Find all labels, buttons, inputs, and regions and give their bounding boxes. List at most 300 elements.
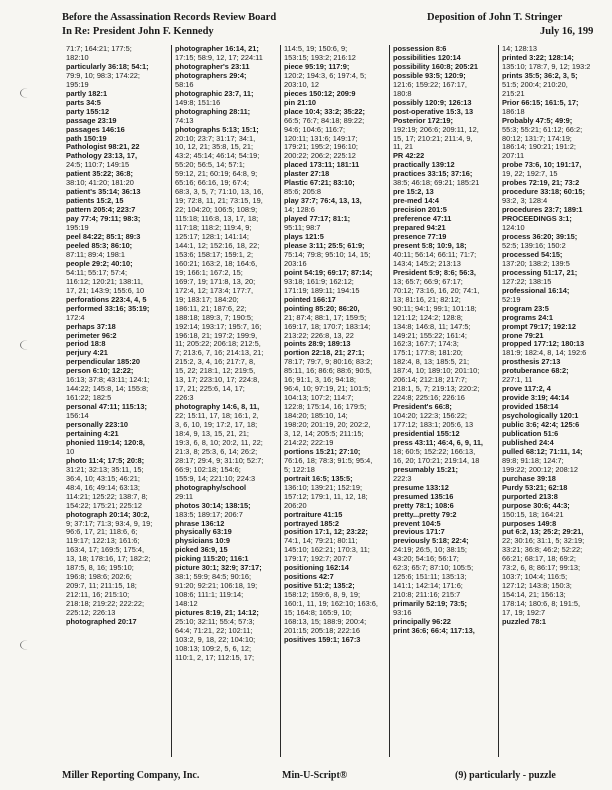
index-entry-continuation: 96:6, 17, 21; 118:6, 6; — [66, 527, 138, 537]
index-entry-continuation: 22; 30:16; 31:1, 5; 32:19; — [502, 536, 585, 546]
index-entry-continuation: 3, 12, 14; 205:5; 211:15; — [284, 428, 364, 438]
index-entry: prevent 104:5 — [393, 518, 441, 528]
index-entry-continuation: 184:20; 185:10, 14; — [284, 411, 348, 421]
index-entry: picking 115:20; 116:1 — [175, 554, 249, 564]
index-entry: photographer 16:14, 21; — [175, 45, 259, 53]
index-entry: provide 3:19; 44:14 — [502, 393, 569, 403]
index-entry-continuation: 5; 122:18 — [284, 464, 315, 474]
index-entry-continuation: 38:5; 46:18; 69:21; 185:21 — [393, 178, 480, 188]
index-entry: presumably 15:21; — [393, 464, 458, 474]
index-entry-continuation: 125:17; 128:1; 141:14; — [175, 232, 249, 242]
index-entry: procedures 23:7; 189:1 — [502, 205, 583, 215]
index-entry-continuation: 13, 17; 223:10, 17; 224:8, — [175, 375, 260, 385]
index-entry: performed 33:16; 35:19; — [66, 303, 150, 313]
index-entry-continuation: 222:3 — [393, 473, 412, 483]
index-entry-continuation: 171:19; 189:11; 194:15 — [284, 285, 360, 295]
index-entry: positive 51:2; 135:2; — [284, 581, 355, 591]
index-entry-continuation: 55:20; 56:5, 14; 57:1; — [175, 160, 245, 170]
index-entry-continuation: 127:12; 143:8; 150:3; — [502, 581, 572, 591]
index-entry-continuation: 66:5; 76:7; 84:18; 89:22; — [284, 115, 365, 125]
index-entry: practically 139:12 — [393, 160, 455, 170]
index-entry-continuation: 89:8; 91:18; 124:7; — [502, 455, 564, 465]
index-entry: photographers 29:4; — [175, 70, 247, 80]
index-entry-continuation: 163:4, 17; 169:5; 175:4, — [66, 545, 145, 555]
index-entry-continuation: 96:4, 10; 97:19, 21; 101:5; — [284, 384, 371, 394]
index-entry: pulled 68:12; 71:11, 14; — [502, 446, 583, 456]
index-entry-continuation: 24:5; 110:7; 149:15 — [66, 160, 130, 170]
index-entry: please 3:11; 25:5; 61:9; — [284, 240, 365, 250]
index-entry-continuation: 121:6; 159:22; 167:17, — [393, 79, 467, 89]
index-entry-continuation: 182:10 — [66, 52, 89, 62]
index-entry-continuation: 186:18 — [502, 106, 525, 116]
index-entry: President 5:9; 8:6; 56:3, — [393, 267, 476, 277]
index-entry-continuation: 7; 213:6, 7, 16; 214:13, 21; — [175, 348, 264, 358]
index-entry: portraiture 41:15 — [284, 509, 343, 519]
index-entry-continuation: 149:8; 151:16 — [175, 97, 221, 107]
index-entry-continuation: 119:17; 122:13; 161:6; — [66, 536, 140, 546]
index-entry-continuation: 149:21; 155:22; 161:4; — [393, 330, 467, 340]
index-entry: points 28:9; 189:13 — [284, 339, 351, 349]
index-entry: presume 133:12 — [393, 482, 449, 492]
index-entry: phonied 119:14; 120:8, — [66, 437, 145, 447]
index-entry-continuation: 203:16 — [284, 258, 307, 268]
index-entry: positions 42:7 — [284, 572, 334, 582]
index-entry-continuation: 73:2, 6, 8; 86:17; 99:13; — [502, 563, 581, 573]
index-entry-continuation: 206:14; 212:18; 217:7; — [393, 375, 467, 385]
index-entry: precision 201:5 — [393, 205, 447, 215]
index-entry: prepared 94:21 — [393, 223, 446, 233]
index-entry: party 155:12 — [66, 106, 110, 116]
index-entry-continuation: 114:21; 125:22; 138:7, 8; — [66, 491, 148, 501]
index-entry-continuation: 94:6; 104:6; 116:7; — [284, 124, 346, 134]
index-entry: presidential 155:12 — [393, 428, 460, 438]
index-entry: photographing 28:11; — [175, 106, 251, 116]
index-entry-continuation: 214:22; 222:19 — [284, 437, 334, 447]
index-entry: perimeter 96:2 — [66, 330, 117, 340]
index-entry-continuation: 93:16 — [393, 608, 412, 618]
index-entry: purported 213:8 — [502, 491, 558, 501]
index-entry-continuation: 215:2, 3, 4, 16; 217:7, 8, — [175, 357, 256, 367]
index-entry: pointed 166:17 — [284, 294, 336, 304]
index-entry: personal 47:11; 115:13; — [66, 402, 147, 412]
index-entry-continuation: 104:20; 122:3; 156:22; — [393, 411, 467, 421]
index-column-3 — [284, 45, 388, 757]
index-entry-continuation: 90:11; 94:1; 99:1; 101:18; — [393, 303, 477, 313]
index-entry-continuation: 52:19 — [502, 294, 521, 304]
index-entry-continuation: 195:19 — [66, 79, 89, 89]
index-entry-continuation: 227:1, 11 — [502, 375, 533, 385]
index-entry-continuation: 3, 6, 10, 19; 17:2, 17, 18; — [175, 420, 258, 430]
index-entry-continuation: 226:3 — [175, 393, 194, 403]
index-entry: psychologically 120:1 — [502, 411, 579, 421]
index-entry-continuation: 76:16, 18; 78:3; 91:5; 95:4, — [284, 455, 373, 465]
index-entry-continuation: 18; 60:5; 152:22; 166:13, — [393, 446, 476, 456]
index-entry-continuation: 93:18; 161:9; 162:12; — [284, 276, 354, 286]
index-entry: preference 47:11 — [393, 214, 452, 224]
index-entry-continuation: 136:10; 139:21; 152:19; — [284, 482, 363, 492]
index-entry: point 54:19; 69:17; 87:14; — [284, 267, 373, 277]
index-entry-continuation: 178:14; 180:6, 8; 191:5, — [502, 599, 581, 609]
index-entry-continuation: 192:19; 206:6; 209:11, 12, — [393, 124, 479, 134]
index-entry: portion 22:18, 21; 27:1; — [284, 348, 365, 358]
footer-reporting-company: Miller Reporting Company, Inc. — [62, 770, 200, 781]
index-column-2 — [175, 45, 279, 757]
index-entry-continuation: 196:18, 21; 197:2; 199:9, — [175, 330, 258, 340]
index-entry-continuation: 28:17; 29:4, 9; 31:10; 52:7; — [175, 455, 264, 465]
index-entry-continuation: 179:21; 195:2; 196:10; — [284, 142, 358, 152]
index-entry-continuation: 10, 12, 21; 35:8, 15, 21; — [175, 142, 254, 152]
index-entry-continuation: 207:11 — [502, 151, 525, 161]
index-entry-continuation: 85:6; 205:8 — [284, 187, 321, 197]
index-entry: perhaps 37:18 — [66, 321, 116, 331]
index-entry-continuation: 154:22; 175:21; 225:12 — [66, 500, 143, 510]
index-entry: perpendicular 185:20 — [66, 357, 140, 367]
index-entry-continuation: 13; 65:7; 66:9; 67:17; — [393, 276, 463, 286]
index-entry: press 43:11; 46:4, 6, 9, 11, — [393, 437, 483, 447]
index-entry: processed 54:15; — [502, 249, 563, 259]
header-case-title: Before the Assassination Records Review Board — [62, 12, 277, 23]
index-entry: professional 16:14; — [502, 285, 570, 295]
index-entry-continuation: 15, 17; 210:21; 211:4, 9, — [393, 133, 473, 143]
index-entry: parts 34:5 — [66, 97, 101, 107]
index-entry: pictures 8:19, 21; 14:12; — [175, 608, 259, 618]
index-entry: publication 51:6 — [502, 428, 559, 438]
index-entry: Pathology 23:13, 17, — [66, 151, 138, 161]
index-entry: personally 223:10 — [66, 420, 129, 430]
footer-format: Min-U-Script® — [282, 770, 348, 781]
index-entry: pre 15:2, 13 — [393, 187, 434, 197]
index-entry-continuation: 62:3; 65:7; 87:10; 105:5; — [393, 563, 474, 573]
index-entry-continuation: 206:20 — [284, 500, 307, 510]
index-entry-continuation: 127:22; 138:15 — [502, 276, 552, 286]
index-entry: possibility 160:8; 205:21 — [393, 61, 479, 71]
index-entry-continuation: 172:4, 12; 173:4; 177:7, — [175, 285, 254, 295]
index-entry-continuation: 66:21; 68:17, 18; 69:2; — [502, 554, 576, 564]
index-entry-continuation: 196:8; 198:6; 202:6; — [66, 572, 132, 582]
index-entry-continuation: 74:1, 14; 79:21; 80:11; — [284, 536, 358, 546]
index-entry-continuation: 115:18; 116:8, 13, 17, 18; — [175, 214, 259, 224]
index-entry-continuation: 186:14; 190:21; 191:2; — [502, 142, 576, 152]
index-entry-continuation: 52:5; 139:16; 150:2 — [502, 240, 566, 250]
index-entry-continuation: 182:4, 8, 13; 185:5, 21; — [393, 357, 470, 367]
index-entry-continuation: 120:11; 131:6; 149:17; — [284, 133, 358, 143]
index-entry: physicians 10:9 — [175, 536, 231, 546]
index-entry: possibilities 120:14 — [393, 52, 461, 62]
index-entry-continuation: 15, 22; 218:1, 12; 219:5, — [175, 366, 256, 376]
index-entry-continuation: 91:20; 92:21; 106:18, 19; — [175, 581, 258, 591]
index-entry-continuation: 93:2, 3; 128:4 — [502, 196, 548, 206]
index-entry: print 36:6; 66:4; 117:13, — [393, 625, 475, 635]
index-entry-continuation: 16:13; 37:8; 43:11; 124:1; — [66, 375, 150, 385]
index-entry: photography 14:6, 8, 11, — [175, 402, 260, 412]
index-entry-continuation: 225:12; 226:13 — [66, 608, 116, 618]
index-entry-continuation: 156:14 — [66, 411, 89, 421]
index-entry: picked 36:9, 15 — [175, 545, 228, 555]
index-entry: provided 158:14 — [502, 402, 559, 412]
index-entry: printed 3:22; 128:14; — [502, 52, 574, 62]
index-entry-continuation: 183:5; 189:17; 206:7 — [175, 509, 243, 519]
index-column-1 — [66, 45, 170, 757]
index-entry: photograph 20:14; 30:2, — [66, 509, 150, 519]
index-entry-continuation: 143:4; 145:2; 213:13 — [393, 258, 461, 268]
index-entry: processing 51:17, 21; — [502, 267, 578, 277]
index-entry-continuation: 11, 21 — [393, 142, 413, 152]
index-entry-continuation: 153:15; 193:2; 216:12 — [284, 52, 356, 62]
index-entry: played 77:17; 81:1; — [284, 214, 351, 224]
index-entry: picture 30:1; 32:9; 37:17; — [175, 563, 262, 573]
index-entry-continuation: 14; 128:13 — [502, 45, 537, 53]
index-entry: plays 121:5 — [284, 232, 324, 242]
index-entry: probes 72:19, 21; 73:2 — [502, 178, 580, 188]
index-entry: process 36:20; 39:15; — [502, 232, 578, 242]
index-entry: pointing 85:20; 86:20, — [284, 303, 360, 313]
index-entry: prone 79:21 — [502, 330, 544, 340]
index-entry: Plastic 67:21; 83:10; — [284, 178, 355, 188]
index-entry: puzzled 78:1 — [502, 617, 546, 626]
index-entry-continuation: 103:7; 104:4; 116:5; — [502, 572, 568, 582]
index-entry-continuation: 150:15, 18; 164:21 — [502, 509, 564, 519]
index-entry: peel 84:22; 85:1; 89:3 — [66, 232, 141, 242]
index-entry: possible 93:5; 120:9; — [393, 70, 466, 80]
index-entry: PROCEEDINGS 3:1; — [502, 214, 572, 224]
index-entry: present 5:8; 10:9, 18; — [393, 240, 467, 250]
index-entry: partly 182:1 — [66, 88, 108, 98]
index-entry: pattern 205:4; 223:7 — [66, 205, 136, 215]
index-entry: Pathologist 98:21, 22 — [66, 142, 140, 152]
index-entry-continuation: 160:1, 11, 19; 162:10; 163:6, — [284, 599, 378, 609]
index-entry: positioning 162:14 — [284, 563, 349, 573]
index-entry-continuation: 95:11; 98:7 — [284, 223, 321, 233]
index-entry-continuation: 169:7, 19; 171:8, 13, 20; — [175, 276, 256, 286]
header-date: July 16, 199 — [540, 26, 594, 37]
index-entry-continuation: 200:22; 206:2; 225:12 — [284, 151, 356, 161]
index-entry: put 6:2, 13; 25:2; 29:21, — [502, 527, 584, 537]
binder-hole-mark — [20, 88, 35, 98]
index-entry-continuation: 87:11; 89:4; 198:1 — [66, 249, 126, 259]
binder-hole-mark — [20, 640, 35, 650]
index-entry-continuation: 36:4, 10; 43:15; 46:21; — [66, 473, 140, 483]
index-entry-continuation: 59:12, 21; 60:19; 64:8, 9; — [175, 169, 258, 179]
index-entry-continuation: 64:4; 71:21, 22; 102:11; — [175, 625, 253, 635]
index-entry: presumed 135:16 — [393, 491, 454, 501]
index-entry-continuation: 19; 72:8, 11, 21; 73:15, 19, — [175, 196, 263, 206]
index-entry: placed 173:11; 181:11 — [284, 160, 360, 170]
index-entry-continuation: 155:9, 14; 221:10; 224:3 — [175, 473, 256, 483]
index-entry-continuation: 203:10, 12 — [284, 79, 319, 89]
index-entry-continuation: 192:14; 193:17; 195:7, 16; — [175, 321, 262, 331]
index-entry-continuation: 31:21; 32:13; 35:11, 15; — [66, 464, 144, 474]
index-entry: purpose 30:6; 44:3; — [502, 500, 570, 510]
index-entry-continuation: 180:8 — [393, 88, 412, 98]
index-entry: PR 42:22 — [393, 151, 425, 161]
index-entry-continuation: 18:4, 9, 13, 15, 21, 21; — [175, 428, 249, 438]
index-entry-continuation: 17, 19; 192:7 — [502, 608, 546, 618]
index-entry: perjury 4:21 — [66, 348, 108, 358]
index-entry: perforations 223:4, 4, 5 — [66, 294, 147, 304]
index-entry: previous 171:7 — [393, 527, 445, 537]
index-entry: portrayed 185:2 — [284, 518, 340, 528]
index-entry: patient 35:22; 36:8; — [66, 169, 133, 179]
index-entry: possibly 120:9; 126:13 — [393, 97, 472, 107]
index-entry: people 29:2; 40:10; — [66, 258, 133, 268]
index-entry-continuation: 19; 183:17; 184:20; — [175, 294, 239, 304]
index-entry-continuation: 122:8; 175:14, 16; 179:5; — [284, 402, 367, 412]
index-entry-continuation: 121:12; 124:2; 128:8; — [393, 312, 463, 322]
index-entry-continuation: 134:8; 146:8, 11; 147:5; — [393, 321, 471, 331]
index-entry-continuation: 78:17; 79:7, 9; 80:16; 83:2; — [284, 357, 373, 367]
index-entry: piece 95:19; 117:9; — [284, 61, 350, 71]
index-entry: photo 11:4; 17:5; 20:8; — [66, 455, 145, 465]
index-entry-continuation: 104:13; 107:2; 114:7; — [284, 393, 354, 403]
index-entry-continuation: 79:9, 10; 98:3; 174:22; — [66, 70, 140, 80]
index-entry: probe 73:6, 10; 191:17, — [502, 160, 582, 170]
index-entry: published 24:4 — [502, 437, 554, 447]
index-entry: play 37:7; 76:4, 13, 13, — [284, 196, 362, 206]
index-entry-continuation: 144:1, 12; 152:16, 18, 22; — [175, 240, 260, 250]
index-entry: principally 96:22 — [393, 617, 451, 626]
index-entry-continuation: 19, 22; 192:7, 15 — [502, 169, 558, 179]
index-entry-continuation: 43:20; 54:16; 56:17; — [393, 554, 459, 564]
index-entry-continuation: 29:11 — [175, 491, 193, 501]
index-entry-continuation: 75:14; 79:8; 95:10; 14, 15; — [284, 249, 371, 259]
index-entry: purchase 39:18 — [502, 473, 556, 483]
index-entry-continuation: 22; 15:11, 17, 18; 16:1, 2, — [175, 411, 259, 421]
index-entry-continuation: 154:14, 21; 156:13; — [502, 590, 566, 600]
index-entry-continuation: 70:12; 73:16, 16, 20; 74:1, — [393, 285, 480, 295]
index-entry: phrase 136:12 — [175, 518, 225, 528]
index-entry-continuation: 172:4 — [66, 312, 85, 322]
index-entry-continuation: 210:8; 211:16; 215:7 — [393, 590, 461, 600]
index-entry-continuation: 218:18; 219:22; 222:22; — [66, 599, 145, 609]
index-entry: portrait 16:5; 135:5; — [284, 473, 353, 483]
header-case-subject: In Re: President John F. Kennedy — [62, 26, 214, 37]
index-entry: photographer's 23:11 — [175, 61, 250, 71]
index-entry: patients 15:2, 15 — [66, 196, 124, 206]
index-column-5 — [502, 45, 608, 757]
index-entry-continuation: 199:22; 200:12; 208:12 — [502, 464, 579, 474]
index-entry-continuation: 15; 164:8; 165:9, 10; — [284, 608, 352, 618]
index-entry-continuation: 153:6; 158:17; 159:1, 2; — [175, 249, 254, 259]
index-entry: portions 15:21; 27:10; — [284, 446, 361, 456]
index-entry: presence 77:19 — [393, 232, 447, 242]
index-entry-continuation: 144:22; 145:8, 14; 155:8; — [66, 384, 149, 394]
index-entry: pin 21:10 — [284, 97, 317, 107]
index-entry-continuation: 25:10; 32:11; 55:4; 57:3; — [175, 617, 255, 626]
index-entry-continuation: 187:4, 10; 189:10; 201:10; — [393, 366, 480, 376]
index-entry-continuation: 38:1; 59:9; 84:5; 90:16; — [175, 572, 252, 582]
index-entry-continuation: 55:3; 55:21; 61:12; 66:2; — [502, 124, 583, 134]
index-entry: passages 146:16 — [66, 124, 125, 134]
index-entry-continuation: 181:9; 182:4, 8, 14; 192:6 — [502, 348, 587, 358]
index-entry-continuation: 14; 128:6 — [284, 205, 315, 215]
index-entry: patient's 35:14; 36:13 — [66, 187, 141, 197]
index-entry-continuation: 33:21; 36:8; 46:2; 52:22; — [502, 545, 583, 555]
index-entry-continuation: 198:20; 201:19, 20; 202:2, — [284, 420, 371, 430]
index-entry-continuation: 9; 37:17; 71:3; 93:4, 9, 19; — [66, 518, 153, 528]
index-entry: pretty...pretty 79:2 — [393, 509, 457, 519]
index-entry-continuation: 161:22; 182:5 — [66, 393, 112, 403]
index-entry: plaster 27:18 — [284, 169, 330, 179]
index-entry: Posterior 172:19; — [393, 115, 453, 125]
index-entry-continuation: 135:10; 178:7, 9, 12; 193:2 — [502, 61, 591, 71]
index-entry: post-operative 15:3, 13 — [393, 106, 474, 116]
index-entry: physically 63:19 — [175, 527, 232, 537]
index-entry: pre-med 14:4 — [393, 196, 440, 206]
index-entry-continuation: 179:17; 192:7; 207:7 — [284, 554, 352, 564]
index-entry-continuation: 187:5, 8, 16; 195:10; — [66, 563, 134, 573]
index-entry: pay 77:4; 79:11; 98:3; — [66, 214, 141, 224]
index-entry-continuation: 10 — [66, 446, 75, 456]
index-entry: protuberance 68:2; — [502, 366, 569, 376]
index-entry-continuation: 162:3; 167:7; 174:3; — [393, 339, 459, 349]
index-entry-continuation: 74:13 — [175, 115, 194, 125]
index-entry: Probably 47:5; 49:9; — [502, 115, 573, 125]
index-entry: period 18:8 — [66, 339, 106, 349]
index-entry-continuation: 11; 205:22; 206:18; 212:5, — [175, 339, 261, 349]
index-entry-continuation: 168:13, 15; 188:9; 200:4; — [284, 617, 367, 626]
index-entry-continuation: 201:15; 205:18; 222:16 — [284, 625, 361, 635]
index-column-4 — [393, 45, 497, 757]
index-entry: pertaining 4:21 — [66, 428, 119, 438]
index-entry-continuation: 215:21 — [502, 88, 525, 98]
index-entry-continuation: 177:12; 183:1; 205:6, 13 — [393, 420, 474, 430]
index-entry-continuation: 21; 87:4; 88:1, 17; 159:5; — [284, 312, 367, 322]
index-entry-continuation: 80:12; 131:7; 174:19; — [502, 133, 572, 143]
index-entry-continuation: 16, 20; 170:21; 219:14, 18 — [393, 455, 480, 465]
index-entry: Purdy 53:21; 62:18 — [502, 482, 568, 492]
index-entry-continuation: 114:5, 19; 150:6, 9; — [284, 45, 348, 53]
index-entry-continuation: 175:1; 177:8; 181:20; — [393, 348, 463, 358]
index-entry: possession 8:6 — [393, 45, 447, 53]
index-entry: primarily 52:19; 73:5; — [393, 599, 467, 609]
index-entry-continuation: 71:7; 164:21; 177:5; — [66, 45, 132, 53]
index-entry-continuation: 116:12; 120:21; 138:11, — [66, 276, 143, 286]
index-entry-continuation: 20:10; 23:7; 31:17; 34:1, — [175, 133, 256, 143]
index-entry-continuation: 117:18; 118:2; 119:4, 9; — [175, 223, 252, 233]
index-entry-continuation: 13; 81:16, 21; 82:12; — [393, 294, 461, 304]
index-entry: place 10:4; 33:2; 35:22; — [284, 106, 365, 116]
index-entry-continuation: 125:6; 151:11; 135:13; — [393, 572, 467, 582]
index-entry-continuation: 85:11, 16; 86:6; 88:6; 90:5, — [284, 366, 372, 376]
index-entry: Prior 66:15; 161:5, 17; — [502, 97, 579, 107]
index-entry-continuation: 186:11, 21; 187:6, 22; — [175, 303, 247, 313]
index-entry-continuation: 17:15; 58:9, 12, 17; 224:11 — [175, 52, 263, 62]
index-entry-continuation: 54:11; 55:17; 57:4; — [66, 267, 128, 277]
index-entry: particularly 36:18; 54:1; — [66, 61, 149, 71]
index-entry: prove 117:2, 4 — [502, 384, 551, 394]
index-entry-continuation: 224:8; 225:16; 226:16 — [393, 393, 465, 403]
binder-hole-mark — [20, 340, 35, 350]
index-entry-continuation: 169:17, 18; 170:7; 183:14; — [284, 321, 371, 331]
footer-page-range: (9) particularly - puzzle — [455, 770, 556, 781]
index-entry-continuation: 43:2; 45:14; 46:14; 54:19; — [175, 151, 260, 161]
index-entry-continuation: 51:5; 200:4; 210:20, — [502, 79, 568, 89]
index-entry-continuation: 17, 21; 143:9; 155:6, 10 — [66, 285, 145, 295]
index-entry: President's 66:8; — [393, 402, 452, 412]
index-entry-continuation: 65:16; 66:16, 19; 67:4; — [175, 178, 249, 188]
index-entry-continuation: 19; 166:1; 167:2, 15; — [175, 267, 243, 277]
index-entry-continuation: 19:3, 6, 8, 10; 20:2, 11, 22; — [175, 437, 263, 447]
index-entry-continuation: 48:4, 16; 49:14; 63:13; — [66, 482, 140, 492]
index-entry-continuation: 17, 21; 225:6, 14, 17; — [175, 384, 245, 394]
index-entry: peeled 85:3; 86:10; — [66, 240, 133, 250]
index-entry: pretty 78:1; 108:6 — [393, 500, 454, 510]
index-entry-continuation: 110:1, 2, 17; 112:15, 17; — [175, 652, 255, 662]
index-entry: person 6:10; 12:22; — [66, 366, 134, 376]
index-entry-continuation: 157:12; 179:1, 11, 12, 18; — [284, 491, 368, 501]
index-entry-continuation: 40:11; 56:14; 66:11; 71:7; — [393, 249, 477, 259]
index-entry: practices 33:15; 37:16; — [393, 169, 473, 179]
